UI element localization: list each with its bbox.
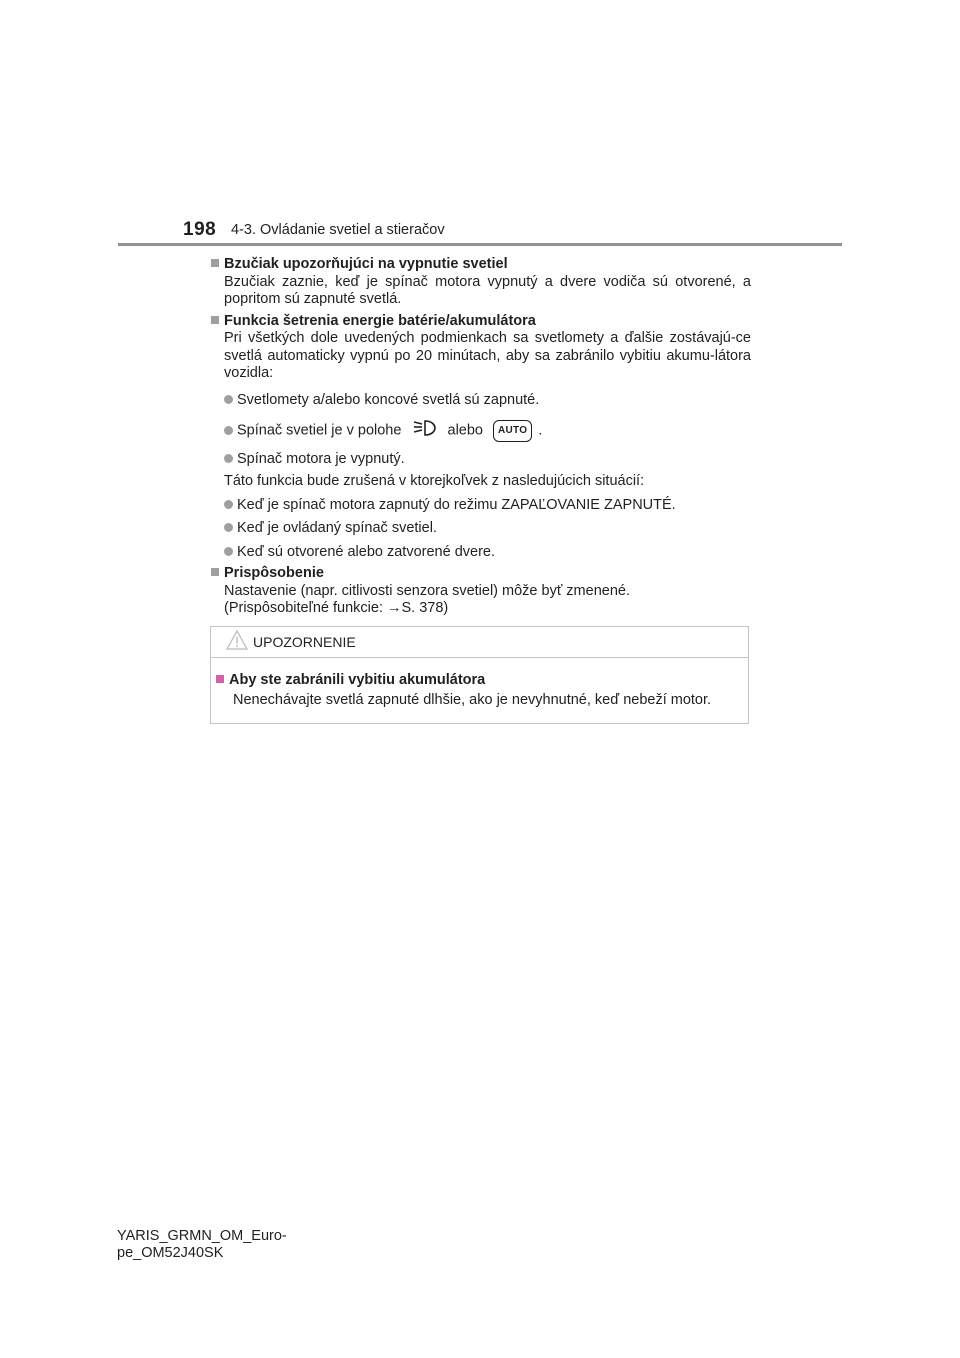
section-marker-icon [211,568,219,576]
buzzer-section [211,256,751,309]
auto-icon: AUTO [493,420,532,442]
list-item: Keď sú otvorené alebo zatvorené dvere. [211,544,751,562]
main-content [211,253,751,618]
bullet-icon [224,426,233,435]
document-footer [117,1228,287,1262]
page-header [0,0,960,250]
footer-line: pe_OM52J40SK [117,1245,224,1261]
caution-text: Nenechávajte svetlá zapnuté dlhšie, ako je nevyhnutné, keď nebeží motor. [233,692,712,708]
list-item: Spínač motora je vypnutý. [211,451,751,469]
section-marker-icon [211,259,219,267]
list-item: Spínač svetiel je v polohe alebo AUTO . [211,419,751,443]
list-item: Keď je ovládaný spínač svetiel. [211,520,751,538]
buzzer-heading: Bzučiak upozorňujúci na vypnutie svetiel [224,256,508,272]
bullet-icon [224,523,233,532]
caution-body [211,658,748,710]
customization-section [211,565,751,618]
battery-saver-text: Pri všetkých dole uvedených podmienkach sa svetlomety a ďalšie zostávajú-ce svetlá automaticky vypnú po 20 minútach, aby sa zabránilo vybitiu akumu-látora vozidla: [224,330,751,381]
customization-link[interactable]: (Prispôsobiteľné funkcie: →S. 378) [224,600,449,616]
header-divider [118,243,842,246]
headlight-icon [411,419,437,443]
list-item: Keď je spínač motora zapnutý do režimu ZAPAĽOVANIE ZAPNUTÉ. [211,497,751,515]
section-marker-icon [211,316,219,324]
caution-marker-icon [216,675,224,683]
customization-text: Nastavenie (napr. citlivosti senzora svetiel) môže byť zmenené. [224,582,630,599]
caution-header [211,627,748,658]
bullet-icon [224,547,233,556]
caution-heading: Aby ste zabránili vybitiu akumulátora [229,672,486,688]
battery-saver-heading: Funkcia šetrenia energie batérie/akumulátora [224,312,536,329]
cancel-intro: Táto funkcia bude zrušená v ktorejkoľvek z nasledujúcich situácií: [224,473,645,489]
bullet-icon [224,395,233,404]
section-title: 4-3. Ovládanie svetiel a stieračov [231,222,445,238]
bullet-icon [224,454,233,463]
customization-heading: Prispôsobenie [224,565,324,581]
warning-triangle-icon [226,630,248,655]
caution-box [210,626,749,724]
bullet-icon [224,500,233,509]
battery-saver-section [211,313,751,562]
footer-line: YARIS_GRMN_OM_Euro- [117,1228,287,1244]
caution-title: UPOZORNENIE [253,634,356,650]
buzzer-text: Bzučiak zaznie, keď je spínač motora vypnutý a dvere vodiča sú otvorené, a popritom sú zapnuté svetlá. [224,273,751,307]
page-number: 198 [183,219,217,240]
list-item: Svetlomety a/alebo koncové svetlá sú zapnuté. [211,392,751,410]
